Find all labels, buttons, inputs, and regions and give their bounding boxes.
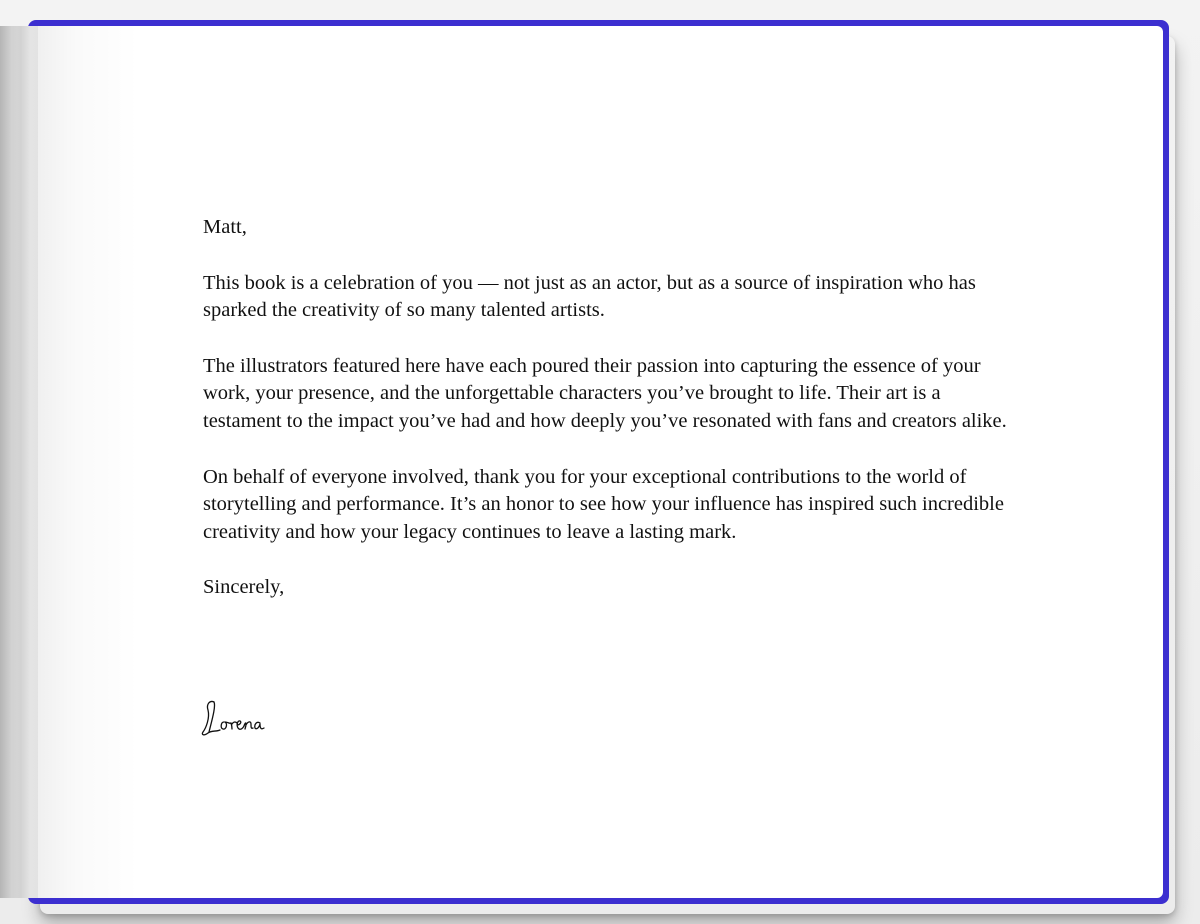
dedication-letter xyxy=(203,214,1023,630)
letter-paragraph: This book is a celebration of you — not just as an actor, but as a source of inspiration who has sparked the creativity of so many talented artists. xyxy=(203,271,976,322)
letter-paragraph: The illustrators featured here have each poured their passion into capturing the essence of your work, your presence, and the unforgettable characters you’ve brought to life. Their art is a testament to the impact you’ve had and how deeply you’ve resonated with fans and creators alike. xyxy=(203,354,1007,432)
spine-gutter-shadow xyxy=(0,26,140,898)
letter-paragraph: On behalf of everyone involved, thank you for your exceptional contributions to the world of storytelling and performance. It’s an honor to see how your influence has inspired such incredible creativity and how your legacy continues to leave a lasting mark. xyxy=(203,465,1004,543)
letter-closing: Sincerely, xyxy=(203,576,285,599)
page-curl-edges xyxy=(0,26,38,898)
handwritten-signature xyxy=(200,694,280,740)
letter-salutation: Matt, xyxy=(203,216,247,238)
book-page xyxy=(0,26,1163,898)
